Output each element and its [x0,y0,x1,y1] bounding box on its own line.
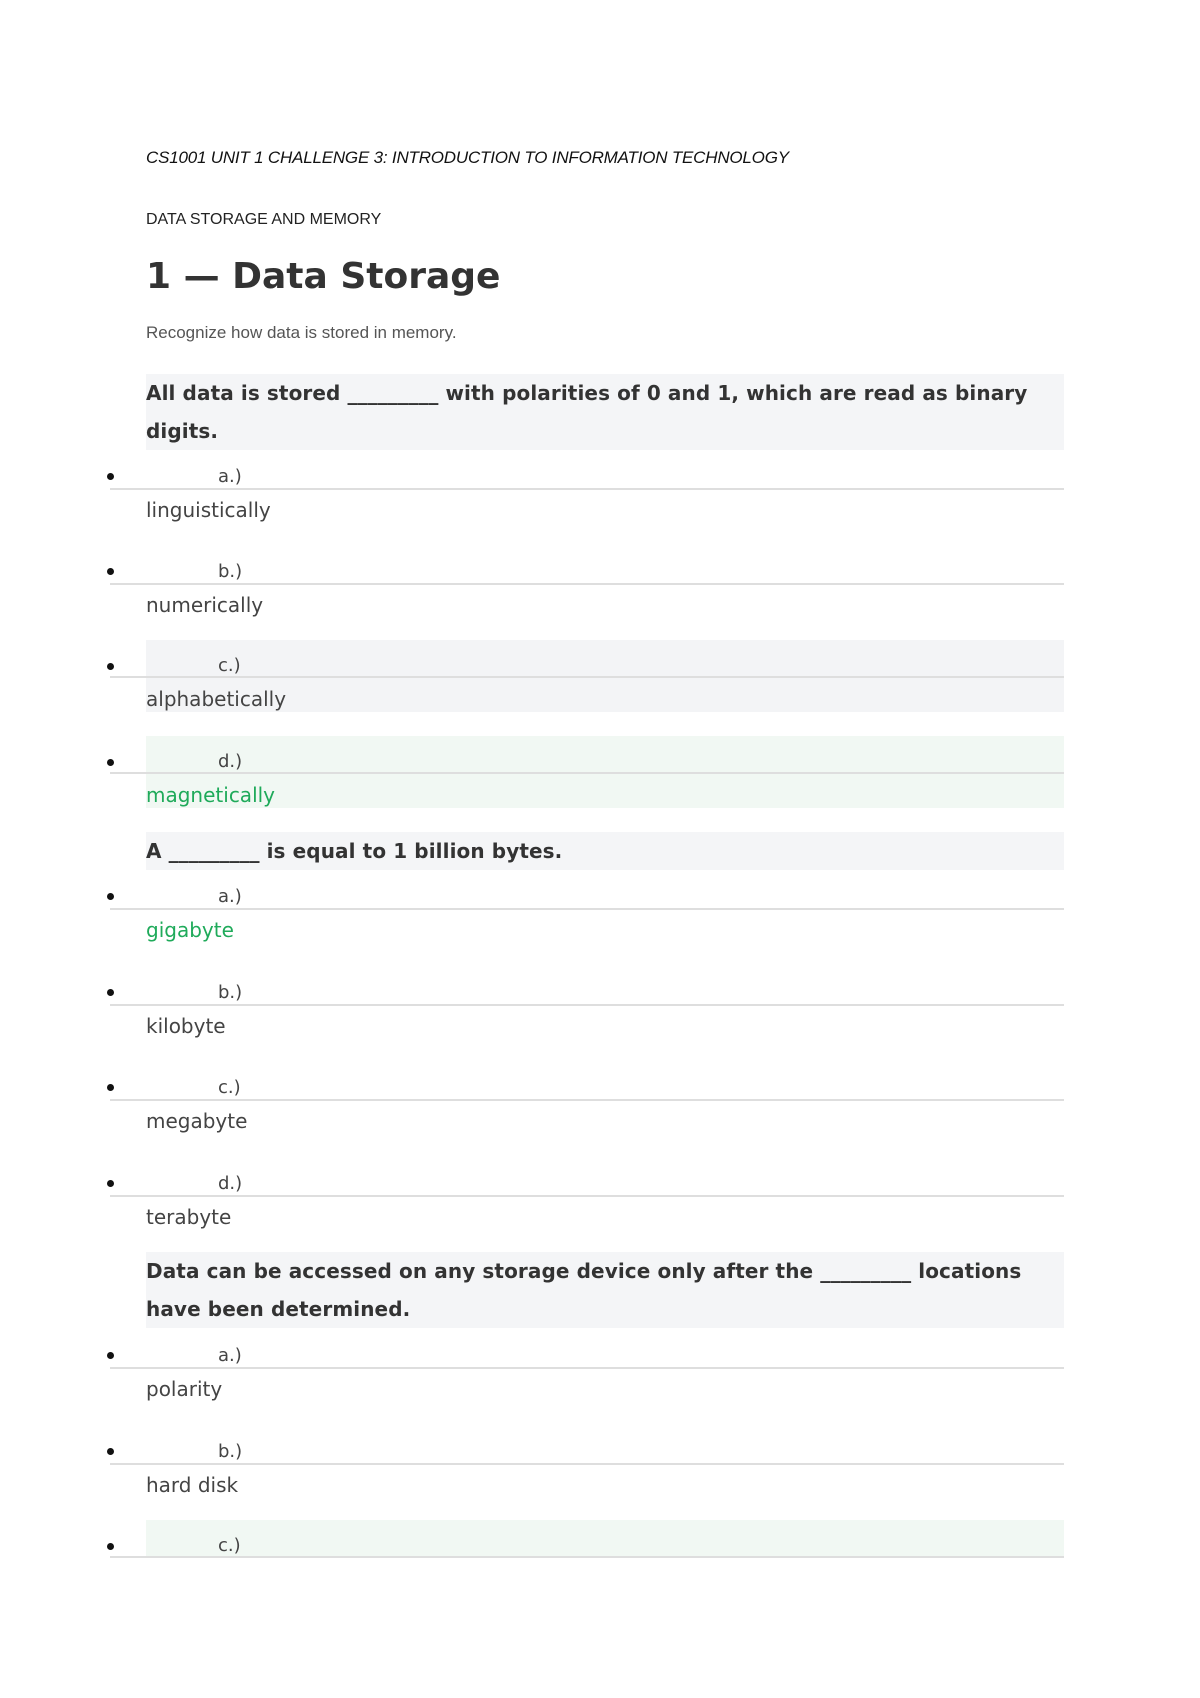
question-2-text: A _________ is equal to 1 billion bytes. [146,839,563,863]
option-letter: a.) [218,886,242,907]
option-answer: alphabetically [146,687,287,711]
option-answer: kilobyte [146,1014,226,1038]
question-1-text: All data is stored _________ with polarities of 0 and 1, which are read as binary digits. [146,381,1028,443]
bullet-icon [107,1543,114,1550]
option-answer: megabyte [146,1109,248,1133]
section-title: DATA STORAGE AND MEMORY [146,211,382,228]
option-letter: a.) [218,1345,242,1366]
option-answer: polarity [146,1377,223,1401]
option-answer: terabyte [146,1205,232,1229]
bullet-icon [107,1448,114,1455]
option-letter: c.) [218,1535,241,1556]
question-1 [146,374,1064,450]
bullet-icon [107,473,114,480]
bullet-icon [107,1084,114,1091]
bullet-icon [107,1180,114,1187]
option-divider [110,1367,1064,1369]
option-letter: a.) [218,466,242,487]
option-answer: hard disk [146,1473,239,1497]
bullet-icon [107,893,114,900]
option-divider [110,908,1064,910]
option-divider [110,1195,1064,1197]
lesson-subtitle: Recognize how data is stored in memory. [146,323,457,342]
option-answer: numerically [146,593,264,617]
option-letter: b.) [218,561,243,582]
option-letter: b.) [218,1441,243,1462]
bullet-icon [107,1352,114,1359]
option-letter: c.) [218,655,241,676]
bullet-icon [107,663,114,670]
option-answer: linguistically [146,498,271,522]
question-3-text: Data can be accessed on any storage device only after the _________ locations have been determined. [146,1259,1022,1321]
option-divider [110,1004,1064,1006]
option-letter: c.) [218,1077,241,1098]
course-title: CS1001 UNIT 1 CHALLENGE 3: INTRODUCTION TO INFORMATION TECHNOLOGY [146,148,789,167]
option-answer-correct: magnetically [146,783,276,807]
bullet-icon [107,568,114,575]
bullet-icon [107,759,114,766]
option-divider [110,583,1064,585]
option-letter: b.) [218,982,243,1003]
bullet-icon [107,989,114,996]
option-divider [110,1099,1064,1101]
option-divider [110,1556,1064,1558]
option-letter: d.) [218,751,243,772]
question-3 [146,1252,1064,1328]
option-letter: d.) [218,1173,243,1194]
option-divider [110,772,1064,774]
question-2 [146,832,1064,870]
option-divider [110,676,1064,678]
option-answer-correct: gigabyte [146,918,234,942]
option-divider [110,488,1064,490]
lesson-title: 1 — Data Storage [146,256,501,297]
option-divider [110,1463,1064,1465]
option-highlight [146,1520,1064,1556]
